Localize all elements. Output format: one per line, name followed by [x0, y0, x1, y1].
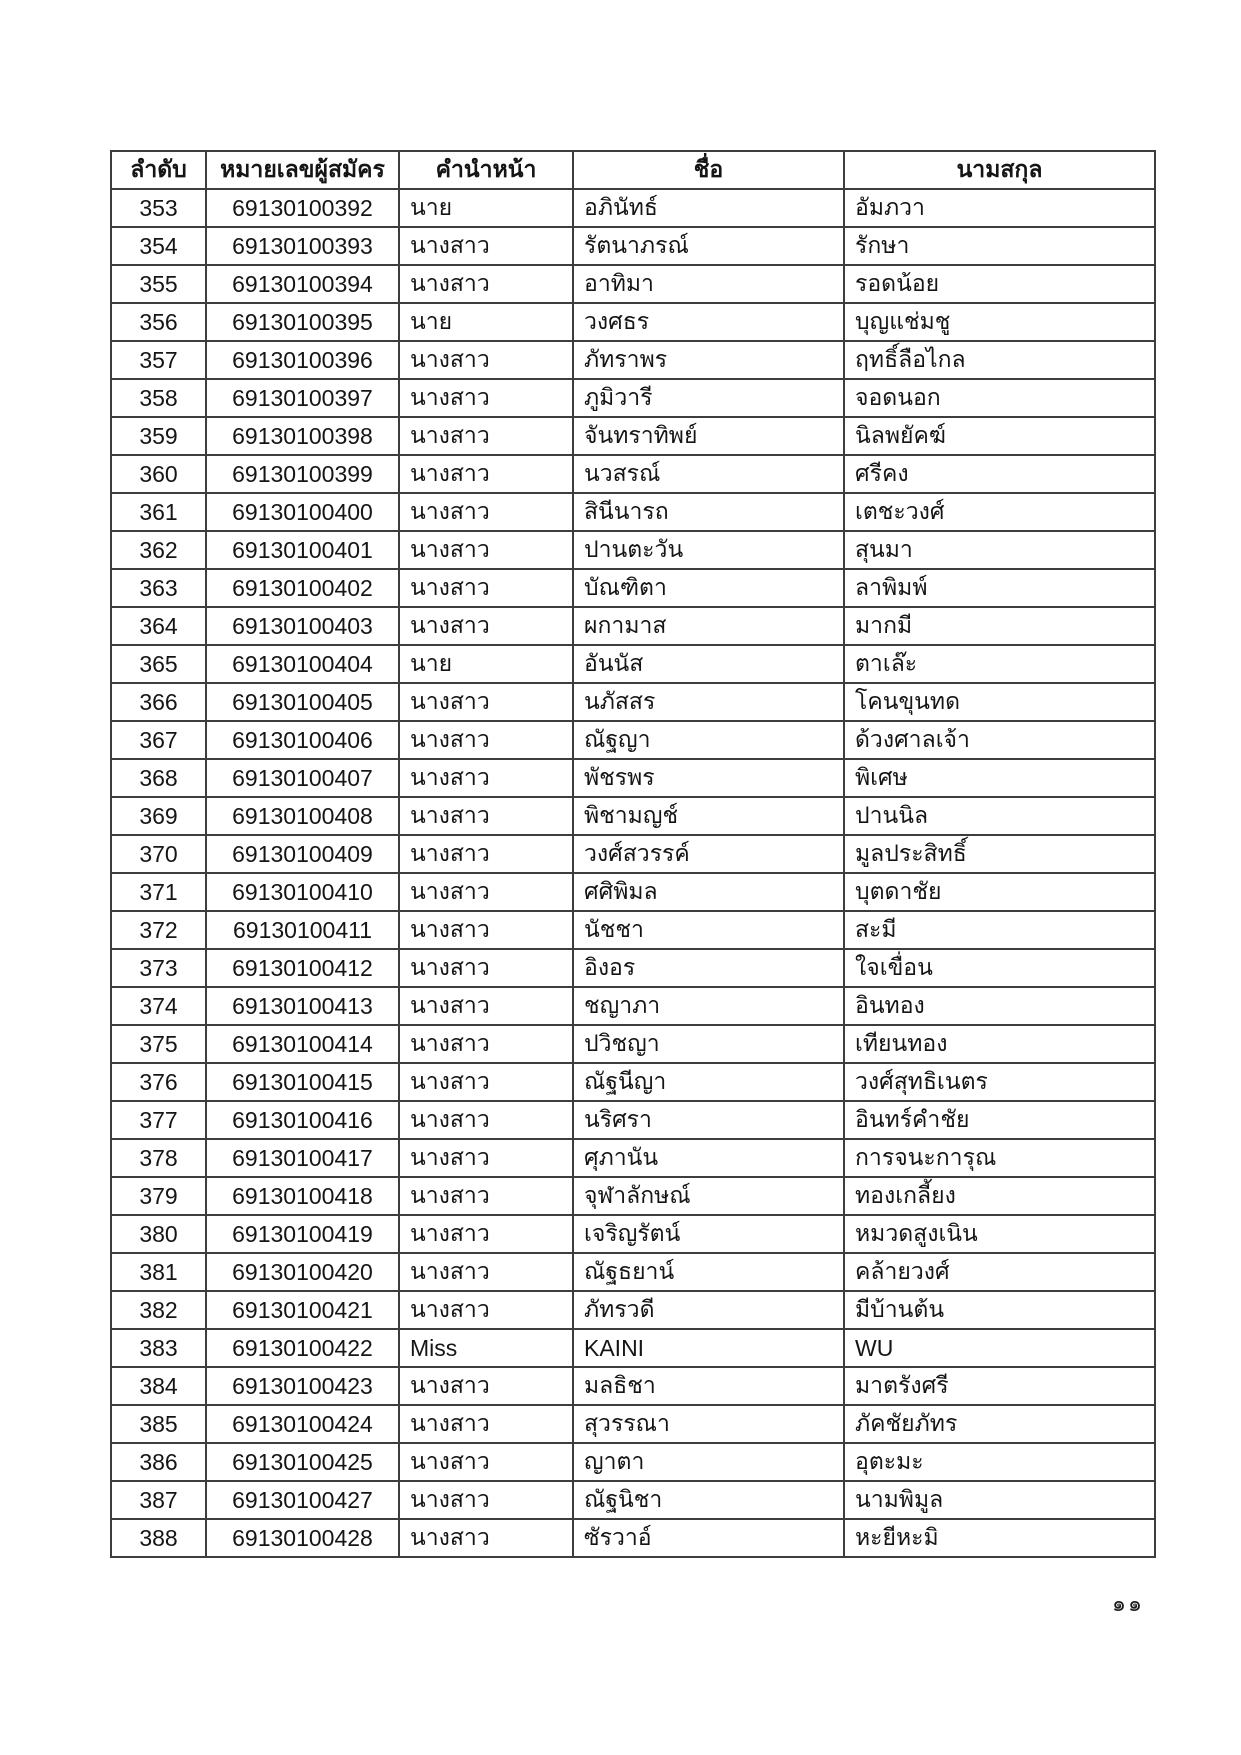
cell-order: 359	[111, 417, 206, 455]
cell-order: 380	[111, 1215, 206, 1253]
cell-applicant-number: 69130100411	[206, 911, 399, 949]
cell-last-name: เทียนทอง	[844, 1025, 1155, 1063]
cell-first-name: ซัรวาอ์	[573, 1519, 844, 1557]
cell-title: นางสาว	[399, 455, 573, 493]
cell-order: 370	[111, 835, 206, 873]
cell-order: 355	[111, 265, 206, 303]
cell-applicant-number: 69130100401	[206, 531, 399, 569]
table-row	[111, 1519, 1155, 1557]
cell-order: 371	[111, 873, 206, 911]
cell-order: 364	[111, 607, 206, 645]
table-row	[111, 1101, 1155, 1139]
cell-last-name: WU	[844, 1329, 1155, 1367]
cell-applicant-number: 69130100415	[206, 1063, 399, 1101]
cell-last-name: การจนะการุณ	[844, 1139, 1155, 1177]
table-row	[111, 189, 1155, 227]
cell-first-name: อิงอร	[573, 949, 844, 987]
cell-title: นางสาว	[399, 1215, 573, 1253]
cell-order: 363	[111, 569, 206, 607]
table-row	[111, 949, 1155, 987]
table-row	[111, 797, 1155, 835]
cell-applicant-number: 69130100404	[206, 645, 399, 683]
cell-first-name: พัชรพร	[573, 759, 844, 797]
cell-applicant-number: 69130100413	[206, 987, 399, 1025]
cell-last-name: ปานนิล	[844, 797, 1155, 835]
cell-order: 378	[111, 1139, 206, 1177]
cell-order: 368	[111, 759, 206, 797]
table-row	[111, 1177, 1155, 1215]
applicant-table	[110, 150, 1156, 1558]
table-row	[111, 379, 1155, 417]
cell-title: นางสาว	[399, 1101, 573, 1139]
cell-applicant-number: 69130100421	[206, 1291, 399, 1329]
cell-order: 379	[111, 1177, 206, 1215]
cell-title: นางสาว	[399, 987, 573, 1025]
cell-last-name: พิเศษ	[844, 759, 1155, 797]
table-row	[111, 1139, 1155, 1177]
cell-applicant-number: 69130100410	[206, 873, 399, 911]
cell-first-name: วงศ์สวรรค์	[573, 835, 844, 873]
table-row	[111, 645, 1155, 683]
cell-last-name: มูลประสิทธิ์	[844, 835, 1155, 873]
cell-applicant-number: 69130100405	[206, 683, 399, 721]
cell-order: 375	[111, 1025, 206, 1063]
cell-order: 382	[111, 1291, 206, 1329]
cell-order: 367	[111, 721, 206, 759]
table-row	[111, 493, 1155, 531]
cell-last-name: ภัคชัยภัทร	[844, 1405, 1155, 1443]
table-row	[111, 303, 1155, 341]
cell-first-name: ปวิชญา	[573, 1025, 844, 1063]
cell-applicant-number: 69130100425	[206, 1443, 399, 1481]
cell-applicant-number: 69130100403	[206, 607, 399, 645]
table-row	[111, 911, 1155, 949]
cell-applicant-number: 69130100392	[206, 189, 399, 227]
cell-order: 354	[111, 227, 206, 265]
cell-title: นางสาว	[399, 417, 573, 455]
cell-last-name: บุตดาชัย	[844, 873, 1155, 911]
cell-first-name: ผกามาส	[573, 607, 844, 645]
cell-last-name: นามพิมูล	[844, 1481, 1155, 1519]
cell-title: นางสาว	[399, 569, 573, 607]
column-header-applicant-number: หมายเลขผู้สมัคร	[206, 151, 399, 189]
cell-first-name: จันทราทิพย์	[573, 417, 844, 455]
cell-first-name: อาทิมา	[573, 265, 844, 303]
cell-order: 360	[111, 455, 206, 493]
cell-first-name: นริศรา	[573, 1101, 844, 1139]
cell-title: นางสาว	[399, 873, 573, 911]
cell-last-name: สุนมา	[844, 531, 1155, 569]
cell-order: 357	[111, 341, 206, 379]
cell-last-name: โคนขุนทด	[844, 683, 1155, 721]
cell-last-name: หมวดสูงเนิน	[844, 1215, 1155, 1253]
table-row	[111, 1329, 1155, 1367]
cell-applicant-number: 69130100397	[206, 379, 399, 417]
cell-applicant-number: 69130100422	[206, 1329, 399, 1367]
cell-applicant-number: 69130100400	[206, 493, 399, 531]
cell-title: นางสาว	[399, 721, 573, 759]
cell-last-name: ใจเขื่อน	[844, 949, 1155, 987]
cell-last-name: นิลพยัคฆ์	[844, 417, 1155, 455]
cell-applicant-number: 69130100396	[206, 341, 399, 379]
cell-order: 361	[111, 493, 206, 531]
table-row	[111, 341, 1155, 379]
cell-last-name: อินทร์คำชัย	[844, 1101, 1155, 1139]
cell-title: นาย	[399, 645, 573, 683]
cell-order: 388	[111, 1519, 206, 1557]
cell-last-name: ตาเล๊ะ	[844, 645, 1155, 683]
cell-applicant-number: 69130100424	[206, 1405, 399, 1443]
column-header-last-name: นามสกุล	[844, 151, 1155, 189]
cell-last-name: บุญแช่มชู	[844, 303, 1155, 341]
cell-title: นางสาว	[399, 1405, 573, 1443]
cell-first-name: ชญาภา	[573, 987, 844, 1025]
table-row	[111, 1443, 1155, 1481]
cell-order: 369	[111, 797, 206, 835]
cell-last-name: รอดน้อย	[844, 265, 1155, 303]
cell-applicant-number: 69130100409	[206, 835, 399, 873]
cell-first-name: ปานตะวัน	[573, 531, 844, 569]
cell-order: 356	[111, 303, 206, 341]
cell-first-name: มลธิชา	[573, 1367, 844, 1405]
cell-title: นาย	[399, 303, 573, 341]
cell-order: 384	[111, 1367, 206, 1405]
cell-order: 365	[111, 645, 206, 683]
cell-title: นาย	[399, 189, 573, 227]
table-row	[111, 569, 1155, 607]
cell-first-name: จุฬาลักษณ์	[573, 1177, 844, 1215]
cell-applicant-number: 69130100394	[206, 265, 399, 303]
cell-last-name: อินทอง	[844, 987, 1155, 1025]
cell-last-name: มาตรังศรี	[844, 1367, 1155, 1405]
cell-first-name: สินีนารถ	[573, 493, 844, 531]
cell-order: 372	[111, 911, 206, 949]
cell-applicant-number: 69130100416	[206, 1101, 399, 1139]
cell-first-name: KAINI	[573, 1329, 844, 1367]
cell-order: 386	[111, 1443, 206, 1481]
table-row	[111, 1215, 1155, 1253]
table-row	[111, 1063, 1155, 1101]
cell-first-name: ณัฐนีญา	[573, 1063, 844, 1101]
cell-title: นางสาว	[399, 759, 573, 797]
cell-first-name: ญาตา	[573, 1443, 844, 1481]
cell-last-name: มากมี	[844, 607, 1155, 645]
cell-applicant-number: 69130100420	[206, 1253, 399, 1291]
cell-title: นางสาว	[399, 949, 573, 987]
cell-title: นางสาว	[399, 1063, 573, 1101]
cell-title: นางสาว	[399, 1253, 573, 1291]
cell-order: 373	[111, 949, 206, 987]
cell-first-name: บัณฑิตา	[573, 569, 844, 607]
cell-first-name: อภินัทธ์	[573, 189, 844, 227]
cell-title: นางสาว	[399, 607, 573, 645]
column-header-title: คำนำหน้า	[399, 151, 573, 189]
cell-last-name: ด้วงศาลเจ้า	[844, 721, 1155, 759]
cell-first-name: นภัสสร	[573, 683, 844, 721]
cell-title: Miss	[399, 1329, 573, 1367]
cell-first-name: สุวรรณา	[573, 1405, 844, 1443]
table-row	[111, 987, 1155, 1025]
cell-title: นางสาว	[399, 1443, 573, 1481]
table-row	[111, 873, 1155, 911]
cell-applicant-number: 69130100417	[206, 1139, 399, 1177]
table-row	[111, 1481, 1155, 1519]
cell-applicant-number: 69130100407	[206, 759, 399, 797]
cell-applicant-number: 69130100412	[206, 949, 399, 987]
cell-title: นางสาว	[399, 1291, 573, 1329]
cell-order: 362	[111, 531, 206, 569]
cell-title: นางสาว	[399, 379, 573, 417]
cell-order: 358	[111, 379, 206, 417]
cell-title: นางสาว	[399, 531, 573, 569]
cell-first-name: เจริญรัตน์	[573, 1215, 844, 1253]
cell-last-name: หะยีหะมิ	[844, 1519, 1155, 1557]
cell-title: นางสาว	[399, 683, 573, 721]
table-row	[111, 531, 1155, 569]
cell-title: นางสาว	[399, 265, 573, 303]
cell-applicant-number: 69130100399	[206, 455, 399, 493]
cell-last-name: สะมี	[844, 911, 1155, 949]
cell-first-name: ภูมิวารี	[573, 379, 844, 417]
cell-applicant-number: 69130100393	[206, 227, 399, 265]
table-row	[111, 607, 1155, 645]
cell-title: นางสาว	[399, 797, 573, 835]
cell-title: นางสาว	[399, 835, 573, 873]
cell-first-name: รัตนาภรณ์	[573, 227, 844, 265]
table-header	[111, 151, 1155, 189]
table-row	[111, 721, 1155, 759]
table-row	[111, 1367, 1155, 1405]
cell-applicant-number: 69130100406	[206, 721, 399, 759]
cell-first-name: ภัทรวดี	[573, 1291, 844, 1329]
cell-first-name: วงศธร	[573, 303, 844, 341]
cell-first-name: ศศิพิมล	[573, 873, 844, 911]
cell-last-name: คล้ายวงศ์	[844, 1253, 1155, 1291]
cell-last-name: ทองเกลี้ยง	[844, 1177, 1155, 1215]
cell-order: 374	[111, 987, 206, 1025]
cell-last-name: มีบ้านต้น	[844, 1291, 1155, 1329]
cell-applicant-number: 69130100402	[206, 569, 399, 607]
cell-last-name: วงศ์สุทธิเนตร	[844, 1063, 1155, 1101]
cell-applicant-number: 69130100423	[206, 1367, 399, 1405]
table-row	[111, 455, 1155, 493]
cell-last-name: อัมภวา	[844, 189, 1155, 227]
cell-order: 353	[111, 189, 206, 227]
cell-title: นางสาว	[399, 1139, 573, 1177]
cell-applicant-number: 69130100395	[206, 303, 399, 341]
cell-last-name: ศรีคง	[844, 455, 1155, 493]
cell-order: 383	[111, 1329, 206, 1367]
cell-applicant-number: 69130100428	[206, 1519, 399, 1557]
page-number: ๑๑	[1112, 1591, 1144, 1616]
cell-first-name: ศุภานัน	[573, 1139, 844, 1177]
column-header-order: ลำดับ	[111, 151, 206, 189]
cell-order: 381	[111, 1253, 206, 1291]
cell-last-name: เตชะวงศ์	[844, 493, 1155, 531]
cell-applicant-number: 69130100419	[206, 1215, 399, 1253]
cell-title: นางสาว	[399, 1367, 573, 1405]
cell-title: นางสาว	[399, 227, 573, 265]
cell-title: นางสาว	[399, 341, 573, 379]
table-body	[111, 189, 1155, 1557]
cell-first-name: ภัทราพร	[573, 341, 844, 379]
header-row	[111, 151, 1155, 189]
cell-order: 376	[111, 1063, 206, 1101]
table-row	[111, 227, 1155, 265]
cell-first-name: พิชามญช์	[573, 797, 844, 835]
cell-order: 385	[111, 1405, 206, 1443]
cell-order: 387	[111, 1481, 206, 1519]
table-row	[111, 265, 1155, 303]
cell-order: 377	[111, 1101, 206, 1139]
cell-first-name: ณัฐธยาน์	[573, 1253, 844, 1291]
table-row	[111, 1405, 1155, 1443]
cell-last-name: อุตะมะ	[844, 1443, 1155, 1481]
cell-title: นางสาว	[399, 911, 573, 949]
cell-last-name: จอดนอก	[844, 379, 1155, 417]
cell-first-name: ณัฐนิชา	[573, 1481, 844, 1519]
cell-applicant-number: 69130100408	[206, 797, 399, 835]
column-header-first-name: ชื่อ	[573, 151, 844, 189]
table-row	[111, 417, 1155, 455]
cell-order: 366	[111, 683, 206, 721]
cell-title: นางสาว	[399, 493, 573, 531]
cell-first-name: นัชชา	[573, 911, 844, 949]
table-row	[111, 683, 1155, 721]
cell-applicant-number: 69130100418	[206, 1177, 399, 1215]
cell-title: นางสาว	[399, 1177, 573, 1215]
table-row	[111, 1291, 1155, 1329]
cell-first-name: ณัฐญา	[573, 721, 844, 759]
cell-last-name: รักษา	[844, 227, 1155, 265]
cell-last-name: ลาพิมพ์	[844, 569, 1155, 607]
table-row	[111, 1253, 1155, 1291]
cell-last-name: ฤทธิ์ลือไกล	[844, 341, 1155, 379]
cell-title: นางสาว	[399, 1481, 573, 1519]
table-row	[111, 835, 1155, 873]
cell-first-name: อันนัส	[573, 645, 844, 683]
table-row	[111, 759, 1155, 797]
cell-first-name: นวสรณ์	[573, 455, 844, 493]
cell-title: นางสาว	[399, 1519, 573, 1557]
cell-applicant-number: 69130100427	[206, 1481, 399, 1519]
cell-applicant-number: 69130100414	[206, 1025, 399, 1063]
cell-applicant-number: 69130100398	[206, 417, 399, 455]
cell-title: นางสาว	[399, 1025, 573, 1063]
table-row	[111, 1025, 1155, 1063]
